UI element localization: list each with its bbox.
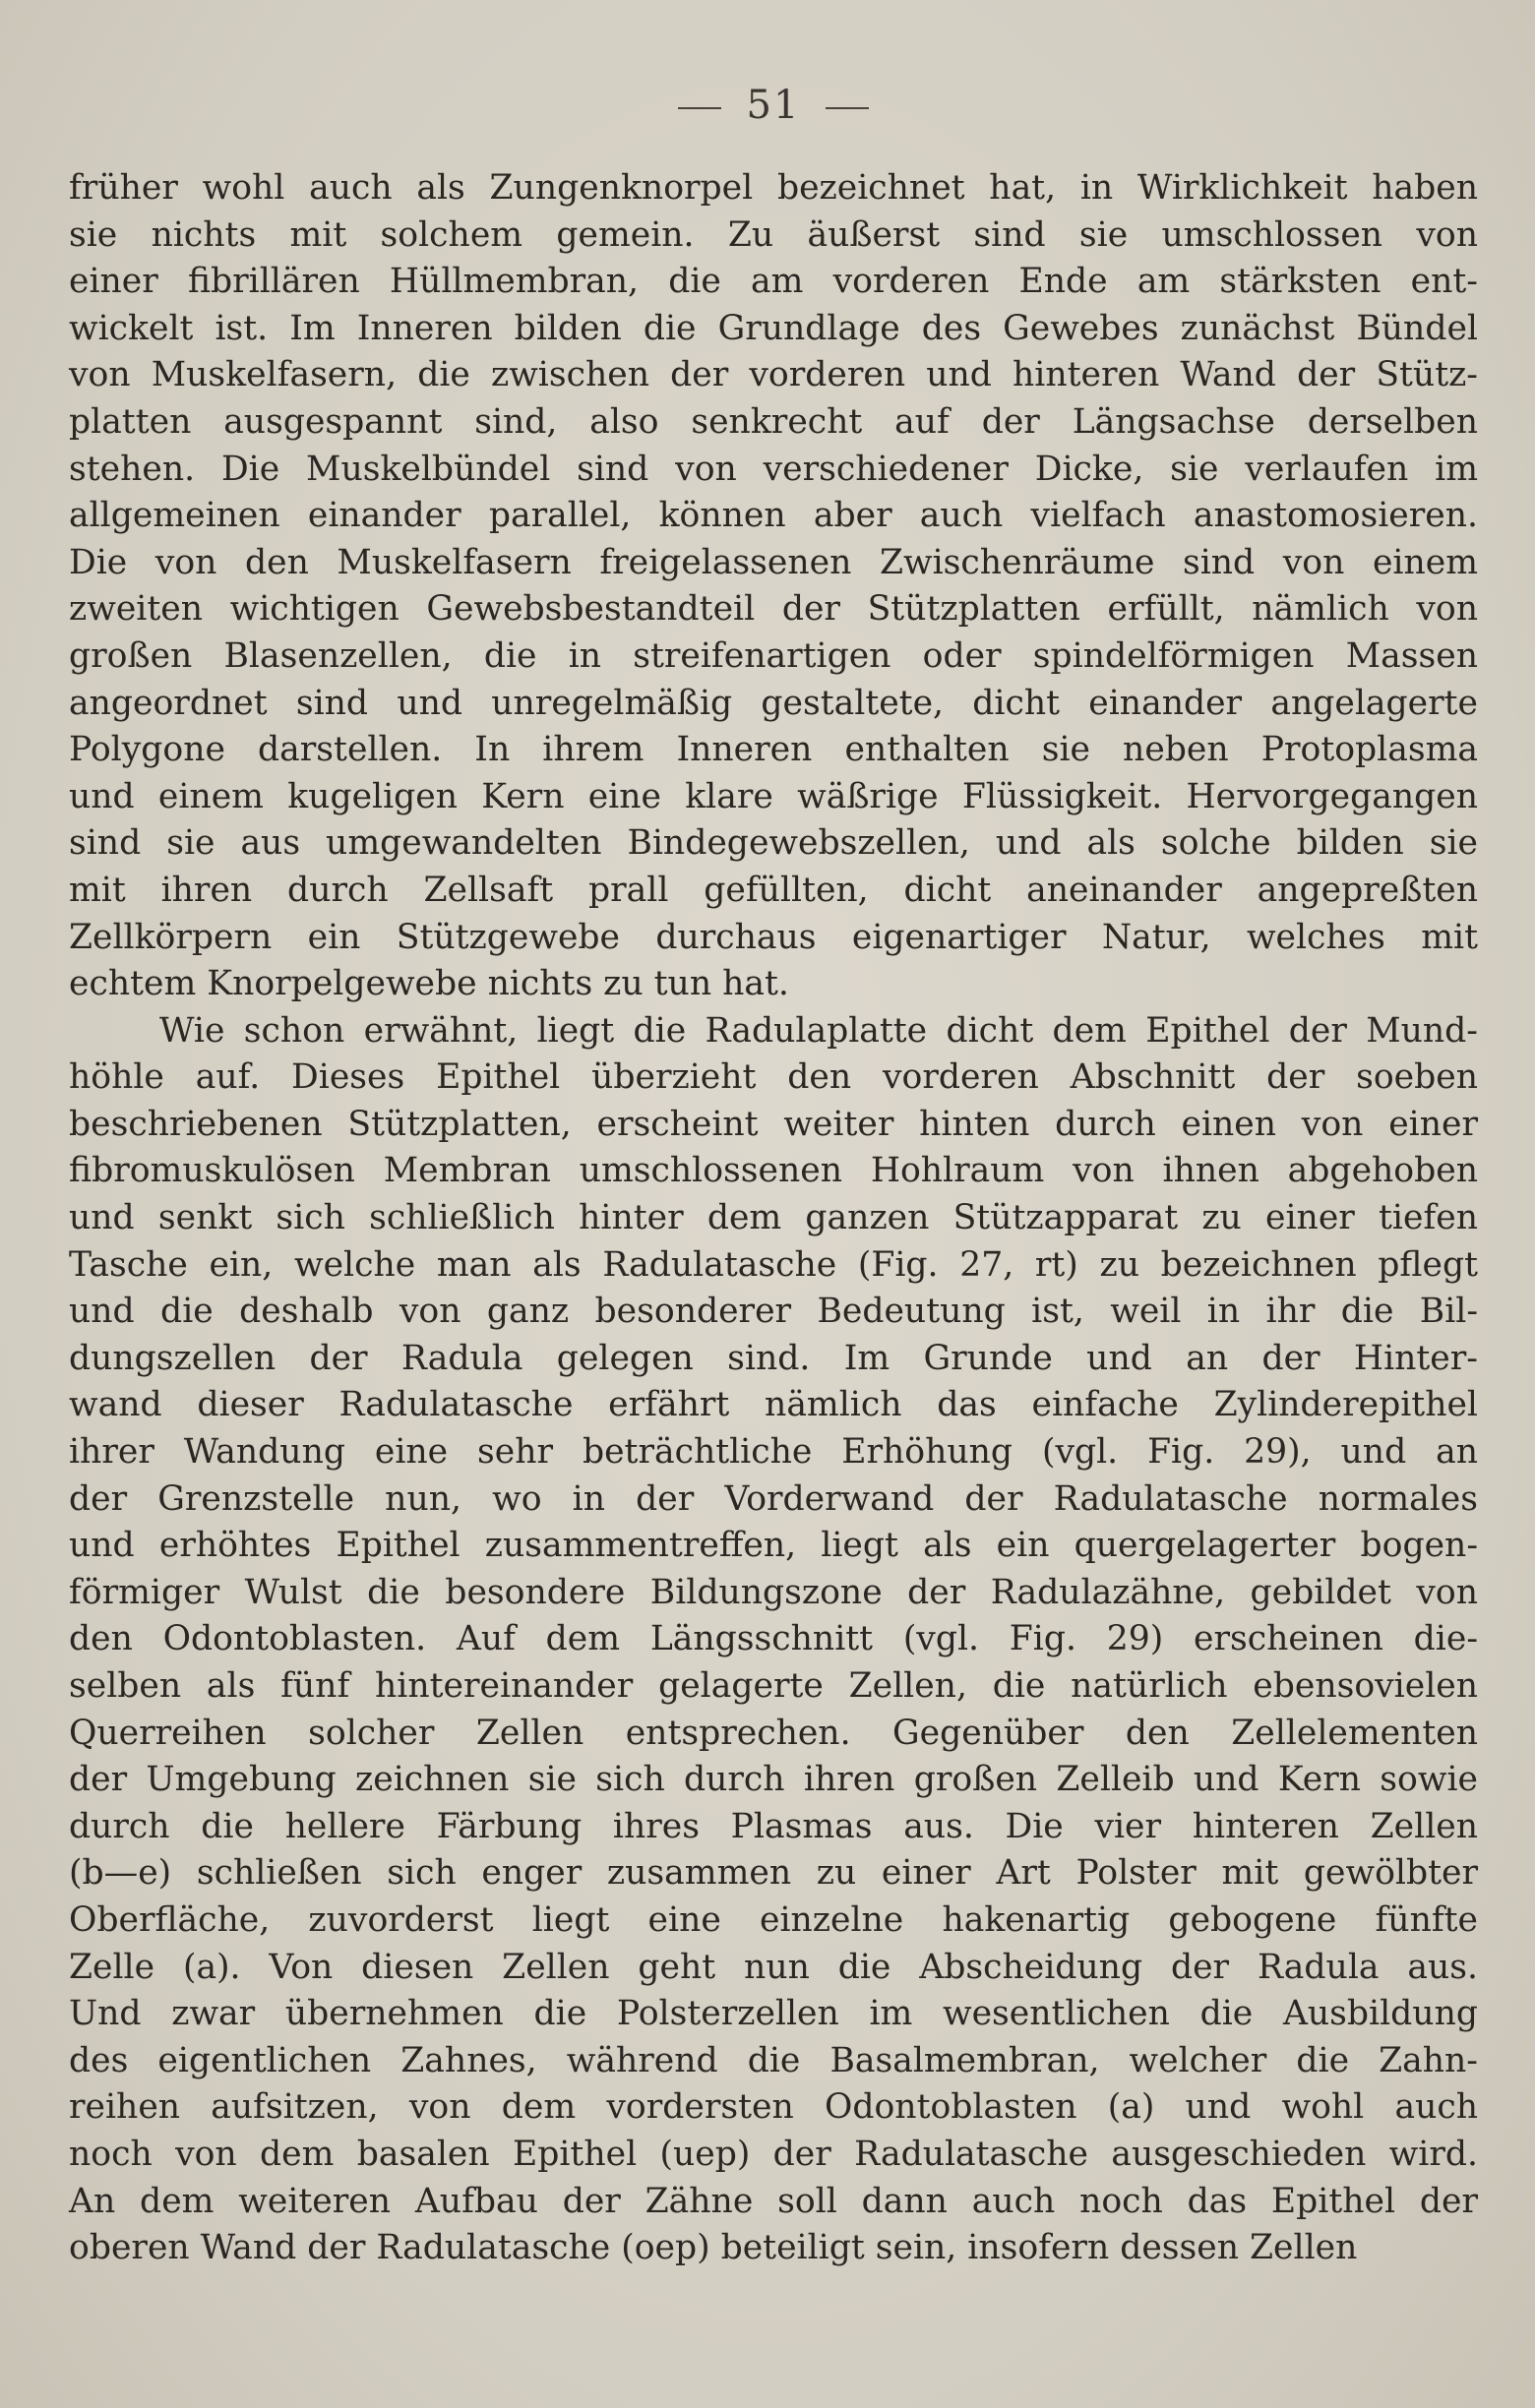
page-number-left-dash [678, 107, 721, 109]
text-line: und senkt sich schließlich hinter dem ganzen Stützapparat zu einer tiefen [69, 1198, 1478, 1238]
page-number-value: 51 [746, 83, 801, 128]
text-line: angeordnet sind und unregelmäßig gestaltete, dicht einander angelagerte [69, 683, 1478, 723]
text-line: Wie schon erwähnt, liegt die Radulaplatte dicht dem Epithel der Mund- [159, 1010, 1478, 1051]
text-line: durch die hellere Färbung ihres Plasmas aus. Die vier hinteren Zellen [69, 1806, 1478, 1846]
body-text [69, 165, 1478, 2272]
text-line: Zelle (a). Von diesen Zellen geht nun die Abscheidung der Radula aus. [69, 1947, 1478, 1987]
text-line: selben als fünf hintereinander gelagerte Zellen, die natürlich ebensovielen [69, 1666, 1478, 1706]
text-line: sind sie aus umgewandelten Bindegewebszellen, und als solche bilden sie [69, 823, 1478, 864]
text-line: von Muskelfasern, die zwischen der vorderen und hinteren Wand der Stütz- [69, 355, 1478, 395]
text-line: ihrer Wandung eine sehr beträchtliche Erhöhung (vgl. Fig. 29), und an [69, 1432, 1478, 1473]
text-line: mit ihren durch Zellsaft prall gefüllten, dicht aneinander angepreßten [69, 870, 1478, 910]
text-line: zweiten wichtigen Gewebsbestandteil der Stützplatten erfüllt, nämlich von [69, 589, 1478, 630]
text-line: An dem weiteren Aufbau der Zähne soll dann auch noch das Epithel der [69, 2181, 1478, 2221]
text-line: wand dieser Radulatasche erfährt nämlich das einfache Zylinderepithel [69, 1385, 1478, 1425]
text-line: Zellkörpern ein Stützgewebe durchaus eigenartiger Natur, welches mit [69, 917, 1478, 957]
text-line: (b—e) schließen sich enger zusammen zu einer Art Polster mit gewölbter [69, 1853, 1478, 1894]
text-line: oberen Wand der Radulatasche (oep) beteiligt sein, insofern dessen Zellen [69, 2228, 1358, 2268]
text-line: fibromuskulösen Membran umschlossenen Hohlraum von ihnen abgehoben [69, 1151, 1478, 1191]
text-line: dungszellen der Radula gelegen sind. Im Grunde und an der Hinter- [69, 1338, 1478, 1378]
text-line: Oberfläche, zuvorderst liegt eine einzelne hakenartig gebogene fünfte [69, 1899, 1478, 1940]
text-line: beschriebenen Stützplatten, erscheint weiter hinten durch einen von einer [69, 1104, 1478, 1144]
text-line: platten ausgespannt sind, also senkrecht auf der Längsachse derselben [69, 401, 1478, 442]
text-line: sie nichts mit solchem gemein. Zu äußerst sind sie umschlossen von [69, 214, 1478, 255]
book-page [69, 0, 1478, 2408]
text-line: den Odontoblasten. Auf dem Längsschnitt (vgl. Fig. 29) erscheinen die- [69, 1619, 1478, 1659]
text-line: wickelt ist. Im Inneren bilden die Grundlage des Gewebes zunächst Bündel [69, 308, 1478, 348]
text-line: einer fibrillären Hüllmembran, die am vorderen Ende am stärksten ent- [69, 262, 1478, 302]
text-line: stehen. Die Muskelbündel sind von verschiedener Dicke, sie verlaufen im [69, 449, 1478, 489]
text-line: und erhöhtes Epithel zusammentreffen, liegt als ein quergelagerter bogen- [69, 1526, 1478, 1566]
text-line: der Umgebung zeichnen sie sich durch ihren großen Zelleib und Kern sowie [69, 1760, 1478, 1800]
text-line: reihen aufsitzen, von dem vordersten Odontoblasten (a) und wohl auch [69, 2087, 1478, 2128]
text-line: und einem kugeligen Kern eine klare wäßrige Flüssigkeit. Hervorgegangen [69, 776, 1478, 816]
text-line: höhle auf. Dieses Epithel überzieht den vorderen Abschnitt der soeben [69, 1057, 1478, 1098]
text-line: Polygone darstellen. In ihrem Inneren enthalten sie neben Protoplasma [69, 730, 1478, 770]
text-line: allgemeinen einander parallel, können aber auch vielfach anastomosieren. [69, 496, 1478, 536]
text-line: Die von den Muskelfasern freigelassenen Zwischenräume sind von einem [69, 542, 1478, 582]
text-line: des eigentlichen Zahnes, während die Basalmembran, welcher die Zahn- [69, 2040, 1478, 2080]
paragraph [69, 165, 1478, 1008]
text-line: der Grenzstelle nun, wo in der Vorderwand der Radulatasche normales [69, 1478, 1478, 1519]
text-line: noch von dem basalen Epithel (uep) der Radulatasche ausgeschieden wird. [69, 2134, 1478, 2174]
text-line: förmiger Wulst die besondere Bildungszone der Radulazähne, gebildet von [69, 1572, 1478, 1612]
paragraph [69, 1008, 1478, 2272]
text-line: großen Blasenzellen, die in streifenartigen oder spindelförmigen Massen [69, 635, 1478, 676]
text-line: echtem Knorpelgewebe nichts zu tun hat. [69, 964, 789, 1004]
text-line: und die deshalb von ganz besonderer Bedeutung ist, weil in ihr die Bil- [69, 1292, 1478, 1332]
text-line: früher wohl auch als Zungenknorpel bezeichnet hat, in Wirklichkeit haben [69, 168, 1478, 208]
page-number [69, 83, 1478, 128]
page-number-right-dash [826, 107, 869, 109]
text-line: Querreihen solcher Zellen entsprechen. Gegenüber den Zellelementen [69, 1713, 1478, 1753]
text-line: Und zwar übernehmen die Polsterzellen im wesentlichen die Ausbildung [69, 1994, 1478, 2034]
text-line: Tasche ein, welche man als Radulatasche (Fig. 27, rt) zu bezeichnen pflegt [69, 1244, 1478, 1285]
